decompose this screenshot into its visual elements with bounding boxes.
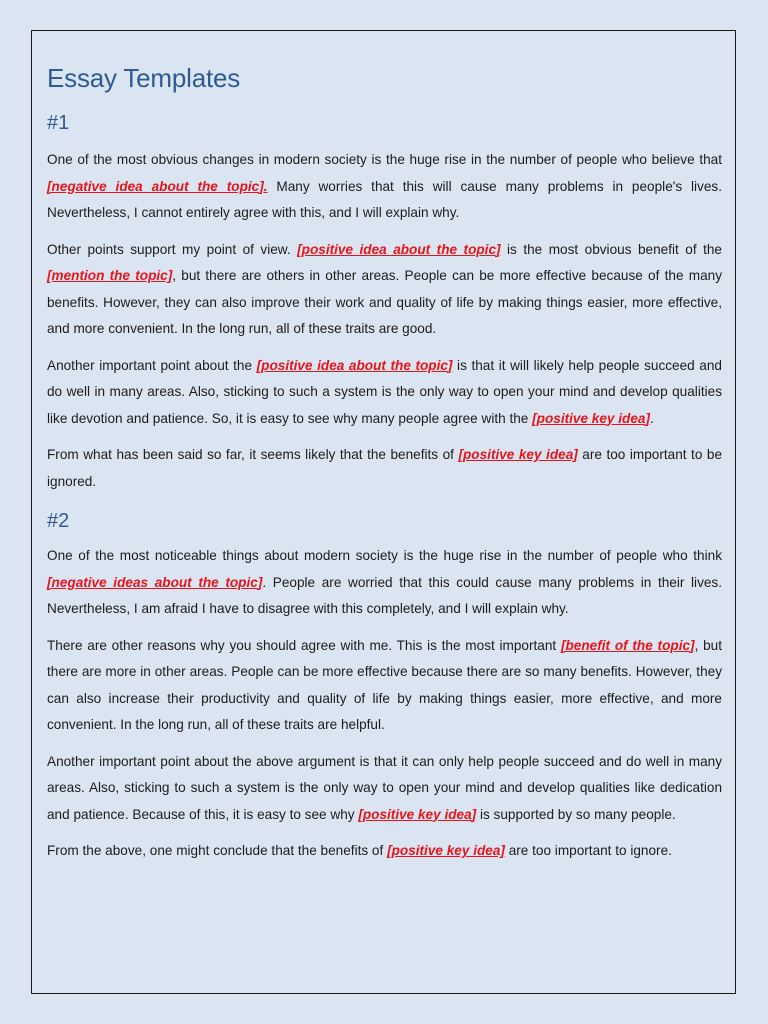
placeholder-positive-idea: [positive idea about the topic] xyxy=(256,357,453,373)
paragraph-text: is that it will likely help people succeed and do well in many areas. Also, sticking to such a system is the only way to open your mind and develop qualities like devotion and patience. So, it is easy to see why many people agree with the xyxy=(47,357,722,426)
section-heading-2: #2 xyxy=(47,510,70,532)
section-2-paragraph-3 xyxy=(47,749,722,829)
placeholder-negative-idea: [negative idea about the topic]. xyxy=(47,178,268,194)
paragraph-text: is supported by so many people. xyxy=(476,806,676,822)
paragraph-text: Another important point about the above argument is that it can only help people succeed and do well in many areas. Also, sticking to such a system is the only way to open your mind and develop qualities like dedication and patience. Because of this, it is easy to see why xyxy=(47,753,722,822)
paragraph-text: is the most obvious benefit of the xyxy=(500,241,722,257)
paragraph-text: are too important to be ignored. xyxy=(47,447,723,489)
paragraph-text: One of the most noticeable things about modern society is the huge rise in the number of people who think xyxy=(47,548,722,563)
paragraph-text: Many worries that this will cause many problems in people's lives. Nevertheless, I cannot entirely agree with this, and I will explain why. xyxy=(47,178,722,220)
paragraph-text: Another important point about the xyxy=(47,357,257,373)
section-1-paragraph-3 xyxy=(47,353,722,433)
placeholder-positive-key-idea: [positive key idea] xyxy=(458,447,578,462)
paragraph-text: . xyxy=(650,410,654,426)
page-title: Essay Templates xyxy=(47,63,241,93)
placeholder-positive-idea: [positive idea about the topic] xyxy=(297,241,501,257)
paragraph-text: are too important to ignore. xyxy=(504,843,672,858)
placeholder-mention-topic: [mention the topic] xyxy=(47,268,173,283)
document-content xyxy=(47,61,722,875)
paragraph-text: From what has been said so far, it seems likely that the benefits of xyxy=(47,447,459,462)
paragraph-text: . People are worried that this could cause many problems in their lives. Nevertheless, I am afraid I have to disagree with this completely, and I will explain why. xyxy=(47,574,723,616)
section-2-paragraph-2 xyxy=(47,633,722,739)
paragraph-text: From the above, one might conclude that the benefits of xyxy=(47,843,388,858)
section-2-paragraph-1 xyxy=(47,543,722,623)
paragraph-text: One of the most obvious changes in modern society is the huge rise in the number of people who believe that xyxy=(47,152,722,167)
section-1-paragraph-4 xyxy=(47,442,722,495)
placeholder-positive-key-idea: [positive key idea] xyxy=(358,806,477,822)
placeholder-positive-key-idea: [positive key idea] xyxy=(387,843,505,858)
section-1-paragraph-2 xyxy=(47,237,722,343)
placeholder-negative-ideas: [negative ideas about the topic] xyxy=(47,574,263,590)
paragraph-text: There are other reasons why you should agree with me. This is the most important xyxy=(47,637,561,653)
paragraph-text: , but there are others in other areas. People can be more effective because of the many benefits. However, they can also improve their work and quality of life by making things easier, more effective, and more convenient. In the long run, all of these traits are good. xyxy=(47,268,722,336)
document-page xyxy=(31,30,736,994)
section-1-paragraph-1 xyxy=(47,147,722,227)
placeholder-benefit-of-topic: [benefit of the topic] xyxy=(560,637,695,653)
placeholder-positive-key-idea: [positive key idea] xyxy=(532,410,650,426)
section-heading-1: #1 xyxy=(47,112,70,134)
paragraph-text: Other points support my point of view. xyxy=(47,241,298,257)
paragraph-text: , but there are more in other areas. People can be more effective because there are so many benefits. However, they can also increase their productivity and quality of life by making things easier, more effective, and more convenient. In the long run, all of these traits are helpful. xyxy=(47,637,722,732)
section-2-paragraph-4 xyxy=(47,838,722,865)
